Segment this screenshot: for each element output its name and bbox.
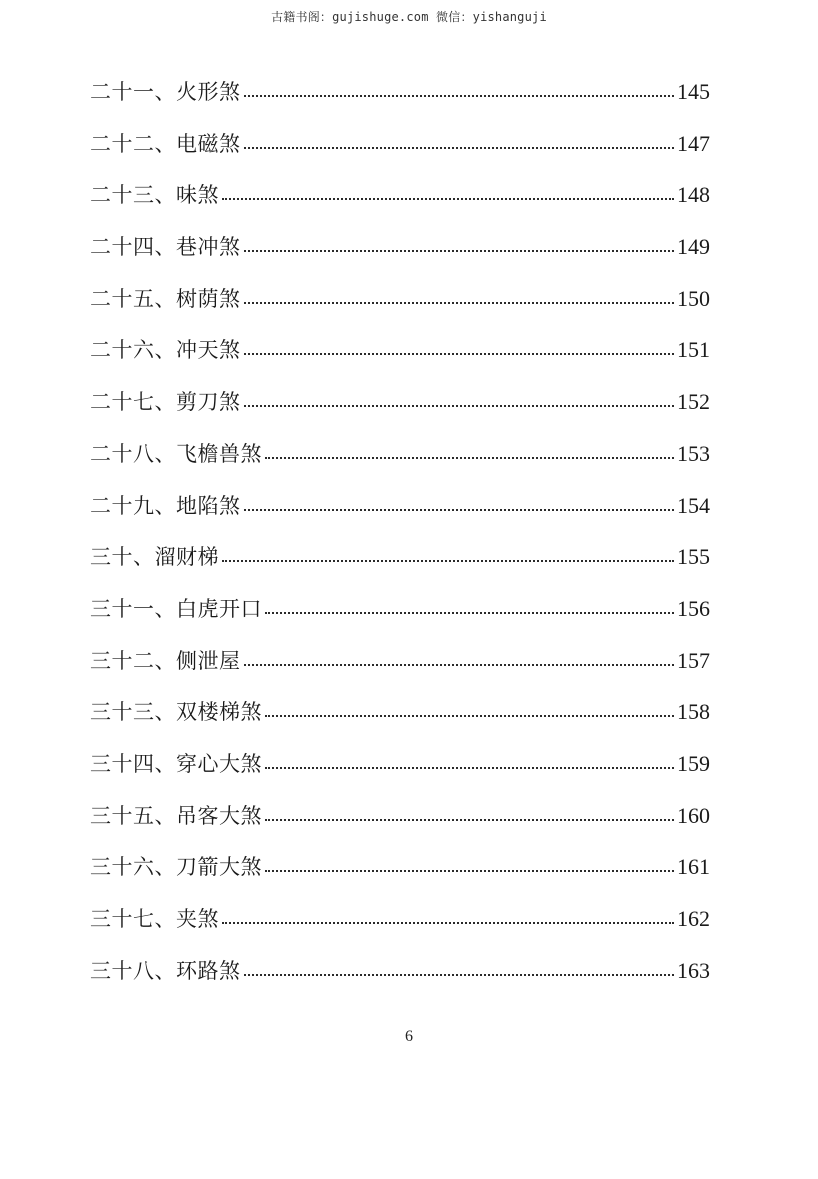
toc-entry-page: 147 [677,130,710,156]
toc-leader-dots [244,509,675,511]
toc-leader-dots [222,560,674,562]
toc-entry-title: 三十三、双楼梯煞 [90,700,262,725]
toc-entry-page: 163 [677,957,710,983]
toc-entry-page: 148 [677,182,710,208]
toc-entry[interactable] [90,128,710,180]
toc-entry-title: 三十五、吊客大煞 [90,803,262,828]
toc-leader-dots [244,95,675,97]
toc-leader-dots [265,870,674,872]
toc-entry-page: 156 [677,595,710,621]
toc-entry-page: 160 [677,802,710,828]
toc-leader-dots [265,457,674,459]
toc-entry[interactable] [90,438,710,490]
toc-entry-title: 二十八、飞檐兽煞 [90,441,262,466]
header-watermark: 古籍书阁：gujishuge.com 微信：yishanguji [271,10,547,24]
toc-entry-page: 151 [677,337,710,363]
toc-entry[interactable] [90,283,710,335]
toc-entry-page: 155 [677,544,710,570]
toc-entry-title: 三十六、刀箭大煞 [90,855,262,880]
toc-entry[interactable] [90,696,710,748]
toc-entry-page: 152 [677,389,710,415]
toc-entry[interactable] [90,645,710,697]
toc-entry[interactable] [90,76,710,128]
toc-leader-dots [265,612,674,614]
toc-entry-title: 三十二、侧泄屋 [90,648,241,673]
toc-leader-dots [222,922,674,924]
toc-entry-title: 三十、溜财梯 [90,545,219,570]
toc-entry[interactable] [90,593,710,645]
toc-entry[interactable] [90,748,710,800]
toc-entry[interactable] [90,490,710,542]
toc-entry-title: 二十三、味煞 [90,183,219,208]
toc-entry-page: 157 [677,647,710,673]
toc-leader-dots [244,147,675,149]
page-number: 6 [405,1028,413,1045]
toc-entry-page: 154 [677,492,710,518]
toc-entry-page: 158 [677,699,710,725]
toc-entry-page: 159 [677,750,710,776]
toc-leader-dots [244,974,675,976]
toc-entry-page: 145 [677,79,710,104]
toc-entry-title: 三十一、白虎开口 [90,596,262,621]
toc-entry[interactable] [90,231,710,283]
toc-entry-title: 二十一、火形煞 [90,80,241,104]
toc-leader-dots [265,715,674,717]
toc-entry[interactable] [90,800,710,852]
toc-entry-page: 153 [677,440,710,466]
toc-entry[interactable] [90,179,710,231]
toc-entry[interactable] [90,955,710,1007]
toc-leader-dots [222,198,674,200]
toc-entry[interactable] [90,903,710,955]
toc-entry-title: 二十六、冲天煞 [90,338,241,363]
toc-leader-dots [244,405,675,407]
toc-entry[interactable] [90,851,710,903]
toc-leader-dots [265,819,674,821]
toc-entry-title: 二十九、地陷煞 [90,493,241,518]
toc-entry[interactable] [90,541,710,593]
toc-leader-dots [244,302,675,304]
toc-entry[interactable] [90,334,710,386]
toc-leader-dots [244,353,675,355]
toc-entry[interactable] [90,386,710,438]
toc-entry-title: 二十四、巷冲煞 [90,235,241,260]
toc-entry-title: 三十四、穿心大煞 [90,751,262,776]
toc-entry-page: 162 [677,906,710,931]
toc-entry-page: 149 [677,234,710,260]
toc-entry-title: 二十五、树荫煞 [90,286,241,311]
toc-leader-dots [265,767,674,769]
toc-leader-dots [244,250,675,252]
toc-entry-title: 二十二、电磁煞 [90,131,241,156]
toc-entry-page: 150 [677,285,710,311]
toc-entry-title: 三十七、夹煞 [90,907,219,931]
toc-leader-dots [244,664,675,666]
toc-entry-page: 161 [677,854,710,880]
toc-entry-title: 二十七、剪刀煞 [90,390,241,415]
toc-entry-title: 三十八、环路煞 [90,958,241,983]
table-of-contents [90,76,710,1006]
